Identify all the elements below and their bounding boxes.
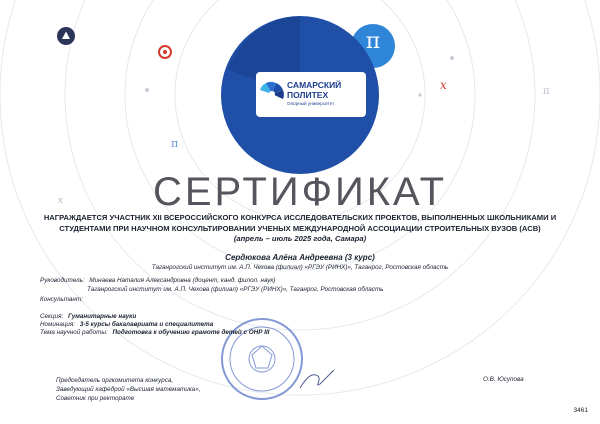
pi-badge-symbol: π: [365, 29, 381, 54]
logo-line-3: Опорный университет: [287, 101, 335, 106]
chair-block: [56, 376, 200, 403]
orbit-dot: [145, 88, 149, 92]
x-symbol-red: x: [440, 78, 447, 92]
serial-number: 3461: [573, 407, 588, 414]
section-row: [40, 313, 136, 320]
supervisor-value: Минаева Наталия Александровна (доцент, канд. филол. наук): [89, 277, 276, 284]
nomination-label: Номинация:: [40, 321, 76, 328]
section-value: Гуманитарные науки: [68, 313, 137, 320]
participant-institution: Таганрогский институт им. А.П. Чехова (филиал) «РГЭУ (РИНХ)», Таганрог, Ростовская область: [151, 264, 449, 271]
supervisor-label: Руководитель:: [40, 277, 85, 284]
award-line-2: СТУДЕНТАМИ ПРИ НАУЧНОМ КОНСУЛЬТИРОВАНИИ УЧЕНЫХ МЕЖДУНАРОДНОЙ АССОЦИАЦИИ СТРОИТЕЛЬНЫХ ВУЗОВ (АСВ): [59, 223, 541, 233]
nomination-row: [40, 321, 213, 328]
signatory-name: О.В. Юсупова: [483, 376, 524, 383]
consultant-label: Консультант:: [40, 296, 83, 303]
award-line-3: (апрель – июль 2025 года, Самара): [233, 234, 367, 243]
logo-line-1: САМАРСКИЙ: [287, 80, 342, 90]
pi-symbol-left: π: [171, 137, 179, 150]
chair-line-3: Советник при ректорате: [56, 395, 135, 402]
nomination-value: 3-5 курсы бакалавриата и специалитета: [79, 321, 214, 328]
section-label: Секция:: [40, 313, 64, 320]
orbit-dot: [418, 93, 421, 96]
target-ring-icon: [159, 46, 171, 58]
topic-value: Подготовка к обучению грамоте детей с ОНР III: [112, 329, 270, 336]
chair-line-2: Заведующий кафедрой «Высшая математика»,: [56, 386, 201, 393]
topic-row: [40, 329, 269, 336]
logo-line-2: ПОЛИТЕХ: [287, 90, 329, 100]
topic-label: Тема научной работы:: [40, 329, 108, 336]
pi-symbol-right: π: [543, 86, 550, 97]
x-symbol-grey: x: [58, 196, 64, 206]
signature-mark: [300, 370, 334, 388]
logo-text-block: [287, 80, 341, 107]
award-line-1: НАГРАЖДАЕТСЯ УЧАСТНИК XII ВСЕРОССИЙСКОГО КОНКУРСА ИССЛЕДОВАТЕЛЬСКИХ ПРОЕКТОВ, ВЫПОЛНЕННЫХ ШКОЛЬНИКАМИ И: [43, 213, 557, 222]
supervisor-row: [40, 277, 276, 284]
orbit-dot: [450, 56, 454, 60]
chair-line-1: Председатель оргкомитета конкурса,: [56, 377, 174, 384]
participant-name: Сердюкова Алёна Андреевна (3 курс): [225, 253, 375, 262]
triangle-badge-icon: [57, 27, 75, 45]
supervisor-institution: Таганрогский институт им. А.П. Чехова (филиал) «РГЭУ (РИНХ)», Таганрог, Ростовская область: [87, 286, 384, 293]
award-statement: [40, 213, 560, 245]
certificate-title: СЕРТИФИКАТ: [152, 170, 448, 214]
